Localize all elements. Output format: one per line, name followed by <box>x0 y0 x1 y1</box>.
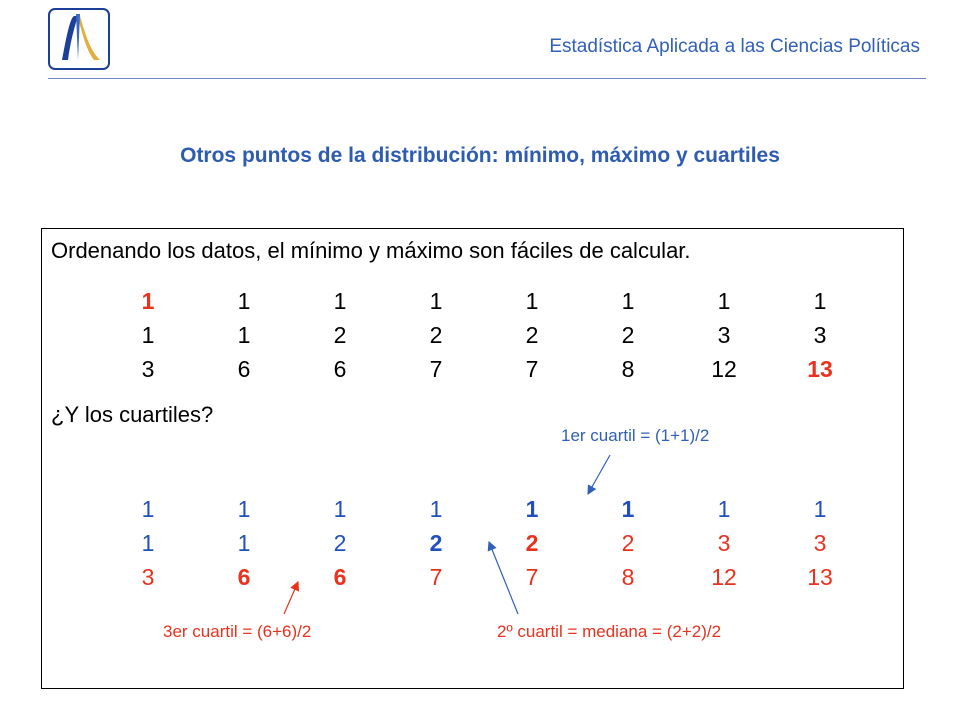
table-cell: 1 <box>141 322 155 348</box>
table-cell: 13 <box>807 356 833 382</box>
table-cell: 3 <box>717 530 731 556</box>
table-row <box>100 492 868 526</box>
table-cell: 1 <box>333 288 347 314</box>
q2-note: 2º cuartil = mediana = (2+2)/2 <box>497 622 722 641</box>
table-row <box>100 352 868 386</box>
table-cell: 1 <box>621 496 635 522</box>
slide-title: Otros puntos de la distribución: mínimo, máximo y cuartiles <box>180 144 780 167</box>
table-row <box>100 560 868 594</box>
table-cell: 3 <box>813 322 827 348</box>
table-cell: 12 <box>711 564 737 590</box>
table-cell: 1 <box>525 288 539 314</box>
table-cell: 3 <box>813 530 827 556</box>
quartiles-data-table <box>100 492 868 594</box>
table-cell: 1 <box>237 530 251 556</box>
table-cell: 1 <box>429 288 443 314</box>
table-cell: 1 <box>141 288 155 314</box>
table-cell: 6 <box>237 564 251 590</box>
table-cell: 1 <box>717 288 731 314</box>
table-cell: 3 <box>141 356 155 382</box>
q1-note: 1er cuartil = (1+1)/2 <box>561 426 710 445</box>
table-cell: 7 <box>525 356 539 382</box>
table-cell: 6 <box>333 564 347 590</box>
table-cell: 6 <box>333 356 347 382</box>
table-cell: 2 <box>333 530 347 556</box>
table-cell: 7 <box>429 564 443 590</box>
table-cell: 2 <box>525 530 539 556</box>
table-cell: 1 <box>141 496 155 522</box>
table-cell: 6 <box>237 356 251 382</box>
table-cell: 3 <box>141 564 155 590</box>
table-cell: 1 <box>621 288 635 314</box>
table-row <box>100 318 868 352</box>
table-cell: 1 <box>333 496 347 522</box>
table-cell: 1 <box>237 322 251 348</box>
table-cell: 7 <box>525 564 539 590</box>
table-cell: 2 <box>429 322 443 348</box>
table-cell: 2 <box>333 322 347 348</box>
table-cell: 2 <box>429 530 443 556</box>
table-cell: 2 <box>621 322 635 348</box>
table-row <box>100 526 868 560</box>
intro-text: Ordenando los datos, el mínimo y máximo son fáciles de calcular. <box>51 238 691 263</box>
table-cell: 8 <box>621 356 635 382</box>
table-cell: 2 <box>621 530 635 556</box>
table-row <box>100 284 868 318</box>
table-cell: 8 <box>621 564 635 590</box>
table-cell: 1 <box>237 496 251 522</box>
table-cell: 1 <box>717 496 731 522</box>
table-cell: 1 <box>141 530 155 556</box>
table-cell: 1 <box>429 496 443 522</box>
logo-icon <box>48 8 110 70</box>
table-cell: 1 <box>813 288 827 314</box>
header-divider <box>48 78 926 79</box>
table-cell: 1 <box>525 496 539 522</box>
table-cell: 2 <box>525 322 539 348</box>
quartiles-question: ¿Y los cuartiles? <box>51 402 214 427</box>
table-cell: 1 <box>813 496 827 522</box>
table-cell: 3 <box>717 322 731 348</box>
course-title: Estadística Aplicada a las Ciencias Políticas <box>549 36 920 57</box>
table-cell: 7 <box>429 356 443 382</box>
table-cell: 1 <box>237 288 251 314</box>
sorted-data-table <box>100 284 868 386</box>
q3-note: 3er cuartil = (6+6)/2 <box>163 622 312 641</box>
table-cell: 13 <box>807 564 833 590</box>
table-cell: 12 <box>711 356 737 382</box>
